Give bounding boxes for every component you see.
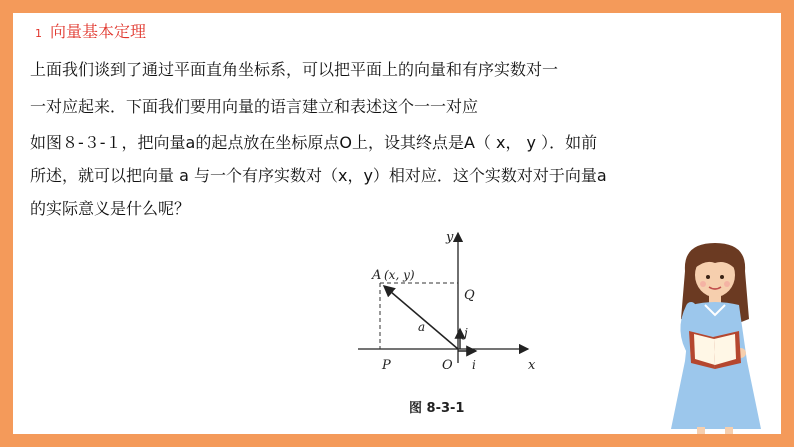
label-a-point: A	[372, 268, 382, 283]
label-vector-a: a	[418, 320, 426, 334]
vector-figure	[348, 223, 548, 373]
paragraph-line: 所述，就可以把向量 a 与一个有序实数对（x，y）相对应．这个实数对对于向量a	[30, 166, 607, 185]
vector-a	[384, 286, 458, 349]
section-number: 1	[35, 27, 42, 40]
label-y: y	[446, 230, 454, 245]
section-heading	[35, 19, 146, 42]
paragraph-line: 的实际意义是什么呢？	[30, 199, 191, 218]
teacher-illustration	[661, 241, 771, 434]
label-a-coords: (x, y)	[384, 268, 415, 282]
figure-caption: 图 8-3-1	[409, 401, 465, 416]
label-x: x	[528, 358, 536, 373]
label-j: j	[464, 326, 468, 340]
slide	[13, 13, 781, 434]
label-i: i	[472, 358, 476, 372]
label-q: Q	[464, 288, 475, 303]
paragraph-line: 一对应起来．下面我们要用向量的语言建立和表述这个一一对应	[30, 97, 479, 116]
paragraph-line: 上面我们谈到了通过平面直角坐标系，可以把平面上的向量和有序实数对一	[30, 60, 559, 79]
section-title: 向量基本定理	[50, 22, 147, 41]
label-o: O	[442, 358, 453, 373]
paragraph-line: 如图８-３-１，把向量a的起点放在坐标原点O上，设其终点是A（ x， y ）．如前	[30, 133, 598, 152]
label-p: P	[382, 358, 391, 373]
